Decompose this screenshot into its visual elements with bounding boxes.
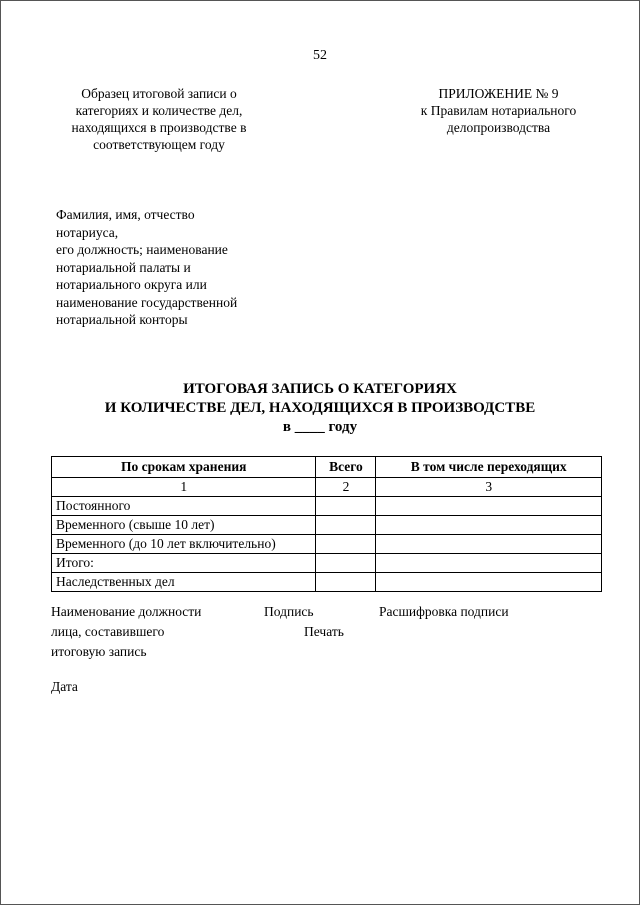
text-line: делопроизводства <box>446 120 551 135</box>
title-line: И КОЛИЧЕСТВЕ ДЕЛ, НАХОДЯЩИХСЯ В ПРОИЗВОДСТВЕ <box>104 400 536 416</box>
column-number: 3 <box>376 478 602 497</box>
text-line: Образец итоговой записи о <box>81 86 237 101</box>
signature-label: Подпись <box>264 604 314 619</box>
text-line: нотариуса, <box>56 224 119 240</box>
column-number: 2 <box>316 478 376 497</box>
column-header-total: Всего <box>316 457 376 478</box>
table-header-row <box>52 457 602 478</box>
column-number-row <box>52 478 602 497</box>
carryover-cell <box>376 573 602 592</box>
total-cell <box>316 516 376 535</box>
text-line: наименование государственной <box>56 294 238 310</box>
total-cell <box>316 497 376 516</box>
carryover-cell <box>376 516 602 535</box>
table-row <box>52 573 602 592</box>
title-year-line: в ____ году <box>282 419 358 435</box>
signature-transcript-label: Расшифровка подписи <box>379 604 509 619</box>
sample-caption <box>59 85 259 153</box>
row-label: Временного (свыше 10 лет) <box>52 516 316 535</box>
text-line: к Правилам нотариального <box>420 103 577 118</box>
signer-position-line-1: Наименование должности <box>51 604 202 619</box>
cases-table <box>51 456 602 592</box>
text-line: нотариальной конторы <box>56 312 188 327</box>
carryover-cell <box>376 497 602 516</box>
column-number: 1 <box>52 478 316 497</box>
text-line: ПРИЛОЖЕНИЕ № 9 <box>438 86 559 101</box>
text-line: нотариальной палаты и <box>56 259 191 275</box>
row-label: Постоянного <box>52 497 316 516</box>
table-row <box>52 535 602 554</box>
text-line: его должность; наименование <box>56 242 228 257</box>
signer-position-line-2: лица, составившего <box>51 624 165 639</box>
document-title <box>1 380 639 437</box>
text-line: категориях и количестве дел, <box>75 103 243 118</box>
carryover-cell <box>376 554 602 573</box>
date-label: Дата <box>51 679 78 694</box>
total-cell <box>316 573 376 592</box>
text-line: соответствующем году <box>93 137 225 152</box>
column-header-carryover: В том числе переходящих <box>376 457 602 478</box>
text-line: Фамилия, имя, отчество <box>56 207 195 222</box>
text-line: находящихся в производстве в <box>71 120 247 135</box>
column-header-storage-term: По срокам хранения <box>52 457 316 478</box>
table-row <box>52 516 602 535</box>
text-line: нотариального округа или <box>56 277 207 292</box>
carryover-cell <box>376 535 602 554</box>
page-number: 52 <box>313 48 327 63</box>
total-cell <box>316 554 376 573</box>
title-line: ИТОГОВАЯ ЗАПИСЬ О КАТЕГОРИЯХ <box>183 381 457 397</box>
table-row <box>52 554 602 573</box>
signer-position-line-3: итоговую запись <box>51 644 147 659</box>
row-label: Временного (до 10 лет включительно) <box>52 535 316 554</box>
table-row <box>52 497 602 516</box>
seal-label: Печать <box>304 624 344 639</box>
appendix-caption <box>381 85 616 136</box>
notary-info-block <box>56 206 326 329</box>
total-cell <box>316 535 376 554</box>
row-label: Наследственных дел <box>52 573 316 592</box>
row-label: Итого: <box>52 554 316 573</box>
